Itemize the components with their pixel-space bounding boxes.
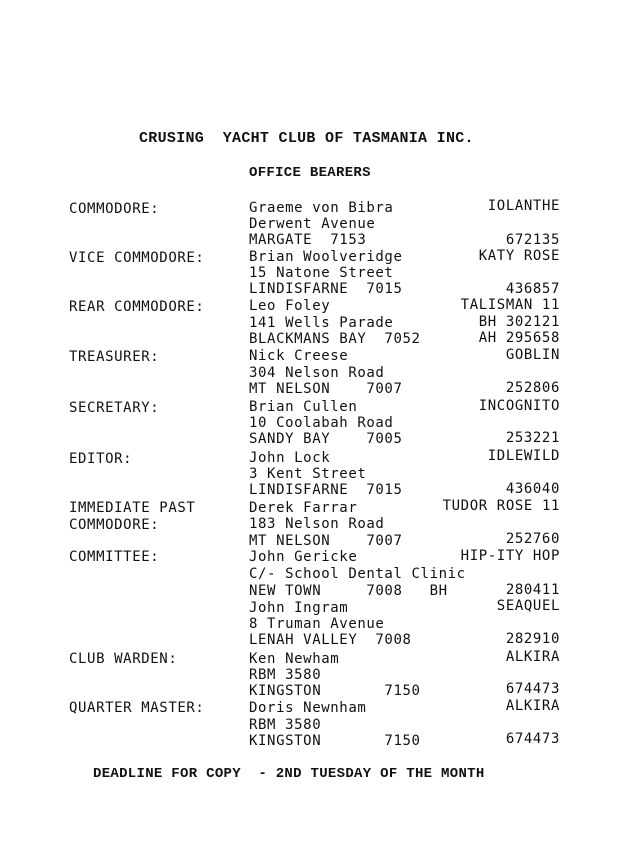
committee-1-name: John Gericke: [249, 549, 358, 565]
editor-boat: IDLEWILD: [487, 448, 560, 464]
editor-name: John Lock: [249, 450, 331, 466]
treasurer-boat: GOBLIN: [505, 347, 560, 363]
label-editor: EDITOR:: [69, 451, 133, 467]
commodore-name: Graeme von Bibra: [249, 200, 394, 216]
rear-commodore-locality: BLACKMANS BAY 7052: [249, 331, 421, 347]
rear-commodore-boat: TALISMAN 11: [460, 297, 560, 313]
secretary-address: 10 Coolabah Road: [249, 415, 394, 431]
immediate-past-address: 183 Nelson Road: [249, 516, 385, 532]
quarter-master-locality: KINGSTON 7150: [249, 733, 421, 749]
immediate-past-name: Derek Farrar: [249, 500, 358, 516]
vice-commodore-locality: LINDISFARNE 7015: [249, 281, 403, 297]
label-committee: COMMITTEE:: [69, 549, 160, 565]
immediate-past-phone: 252760: [505, 531, 560, 547]
deadline-notice: DEADLINE FOR COPY - 2ND TUESDAY OF THE MONTH: [93, 766, 485, 782]
rear-commodore-name: Leo Foley: [249, 298, 331, 314]
committee-2-address: 8 Truman Avenue: [249, 616, 385, 632]
committee-1-phone: 280411: [505, 582, 560, 598]
quarter-master-name: Doris Newnham: [249, 700, 367, 716]
vice-commodore-name: Brian Woolveridge: [249, 249, 403, 265]
commodore-phone: 672135: [505, 232, 560, 248]
immediate-past-locality: MT NELSON 7007: [249, 533, 403, 549]
club-warden-name: Ken Newham: [249, 651, 340, 667]
quarter-master-phone: 674473: [505, 731, 560, 747]
club-warden-address: RBM 3580: [249, 667, 322, 683]
committee-1-locality: NEW TOWN 7008 BH: [249, 583, 448, 599]
secretary-locality: SANDY BAY 7005: [249, 431, 403, 447]
page-title: CRUSING YACHT CLUB OF TASMANIA INC.: [139, 130, 474, 147]
committee-2-phone: 282910: [505, 631, 560, 647]
label-rear-commodore: REAR COMMODORE:: [69, 299, 205, 315]
club-warden-phone: 674473: [505, 681, 560, 697]
editor-address: 3 Kent Street: [249, 466, 367, 482]
label-club-warden: CLUB WARDEN:: [69, 651, 178, 667]
label-immediate-past: IMMEDIATE PAST: [69, 500, 196, 516]
label-treasurer: TREASURER:: [69, 349, 160, 365]
label-immediate-past-commodore: COMMODORE:: [69, 517, 160, 533]
committee-2-boat: SEAQUEL: [496, 598, 560, 614]
commodore-locality: MARGATE 7153: [249, 232, 367, 248]
rear-commodore-phone-ah: AH 295658: [478, 330, 560, 346]
committee-1-boat: HIP-ITY HOP: [460, 548, 560, 564]
editor-locality: LINDISFARNE 7015: [249, 482, 403, 498]
quarter-master-address: RBM 3580: [249, 717, 322, 733]
treasurer-address: 304 Nelson Road: [249, 365, 385, 381]
vice-commodore-address: 15 Natone Street: [249, 265, 394, 281]
label-quarter-master: QUARTER MASTER:: [69, 700, 205, 716]
vice-commodore-boat: KATY ROSE: [478, 248, 560, 264]
committee-1-address: C/- School Dental Clinic: [249, 566, 466, 582]
commodore-boat: IOLANTHE: [487, 198, 560, 214]
secretary-boat: INCOGNITO: [478, 398, 560, 414]
vice-commodore-phone: 436857: [505, 281, 560, 297]
commodore-address: Derwent Avenue: [249, 216, 376, 232]
treasurer-locality: MT NELSON 7007: [249, 381, 403, 397]
treasurer-name: Nick Creese: [249, 348, 349, 364]
rear-commodore-phone-bh: BH 302121: [478, 314, 560, 330]
editor-phone: 436040: [505, 481, 560, 497]
quarter-master-boat: ALKIRA: [505, 698, 560, 714]
club-warden-locality: KINGSTON 7150: [249, 683, 421, 699]
page-subtitle: OFFICE BEARERS: [249, 165, 371, 181]
secretary-phone: 253221: [505, 430, 560, 446]
secretary-name: Brian Cullen: [249, 399, 358, 415]
rear-commodore-address: 141 Wells Parade: [249, 315, 394, 331]
club-warden-boat: ALKIRA: [505, 649, 560, 665]
immediate-past-boat: TUDOR ROSE 11: [442, 498, 560, 514]
committee-2-locality: LENAH VALLEY 7008: [249, 632, 412, 648]
committee-2-name: John Ingram: [249, 600, 349, 616]
label-vice-commodore: VICE COMMODORE:: [69, 250, 205, 266]
label-secretary: SECRETARY:: [69, 400, 160, 416]
treasurer-phone: 252806: [505, 380, 560, 396]
label-commodore: COMMODORE:: [69, 201, 160, 217]
